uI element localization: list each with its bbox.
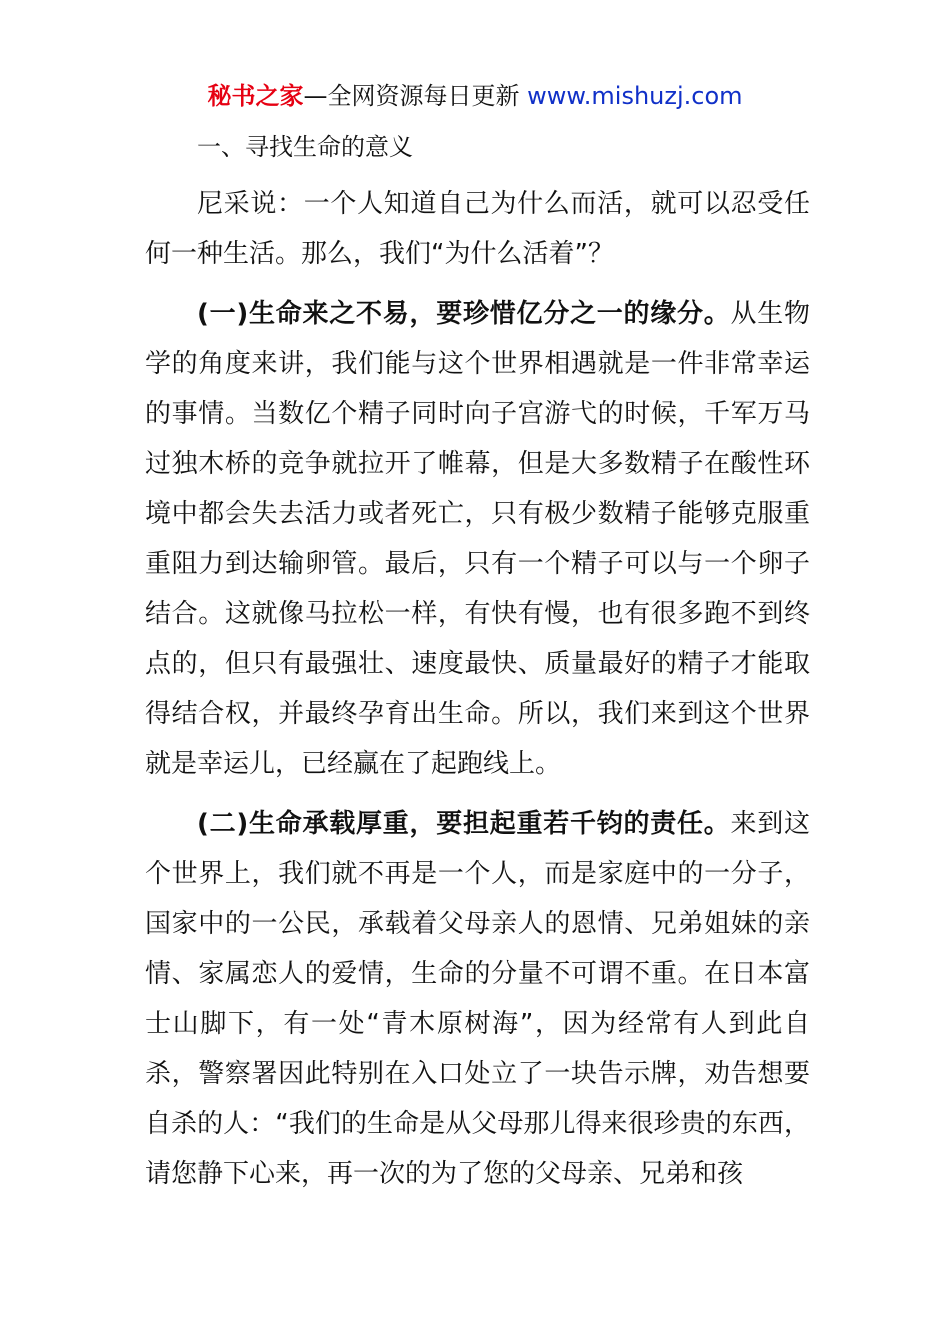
point-text-1: 从生物学的角度来讲，我们能与这个世界相遇就是一件非常幸运的事情。当数亿个精子同时向子宫游弋的时候，千军万马过独木桥的竞争就拉开了帷幕，但是大多数精子在酸性环境中都会失去活力或者死亡，只有极少数精子能够克服重重阻力到达输卵管。最后，只有一个精子可以与一个卵子结合。这就像马拉松一样，有快有慢，也有很多跑不到终点的，但只有最强壮、速度最快、质量最好的精子才能取得结合权，并最终孕育出生命。所以，我们来到这个世界就是幸运儿，已经赢在了起跑线上。 — [145, 299, 810, 779]
site-header — [0, 80, 950, 112]
intro-paragraph: 尼采说：一个人知道自己为什么而活，就可以忍受任何一种生活。那么，我们“为什么活着”？ — [145, 189, 810, 269]
point-title-2: (二)生命承载厚重，要担起重若千钧的责任。 — [197, 809, 731, 839]
point-title-1: (一)生命来之不易，要珍惜亿分之一的缘分。 — [197, 299, 731, 329]
point-paragraph-1 — [145, 289, 810, 789]
site-tagline: —全网资源每日更新 — [303, 82, 520, 110]
site-url-link[interactable]: www.mishuzj.com — [527, 82, 743, 110]
point-paragraph-2 — [145, 799, 810, 1199]
section-heading: 一、寻找生命的意义 — [197, 133, 413, 161]
point-text-2: 来到这个世界上，我们就不再是一个人，而是家庭中的一分子，国家中的一公民，承载着父母亲人的恩情、兄弟姐妹的亲情、家属恋人的爱情，生命的分量不可谓不重。在日本富士山脚下，有一处“青木原树海”，因为经常有人到此自杀，警察署因此特别在入口处立了一块告示牌，劝告想要自杀的人：“我们的生命是从父母那儿得来很珍贵的东西，请您静下心来，再一次的为了您的父母亲、兄弟和孩 — [145, 809, 810, 1189]
site-brand: 秘书之家 — [207, 82, 304, 110]
document-body — [145, 125, 810, 1209]
